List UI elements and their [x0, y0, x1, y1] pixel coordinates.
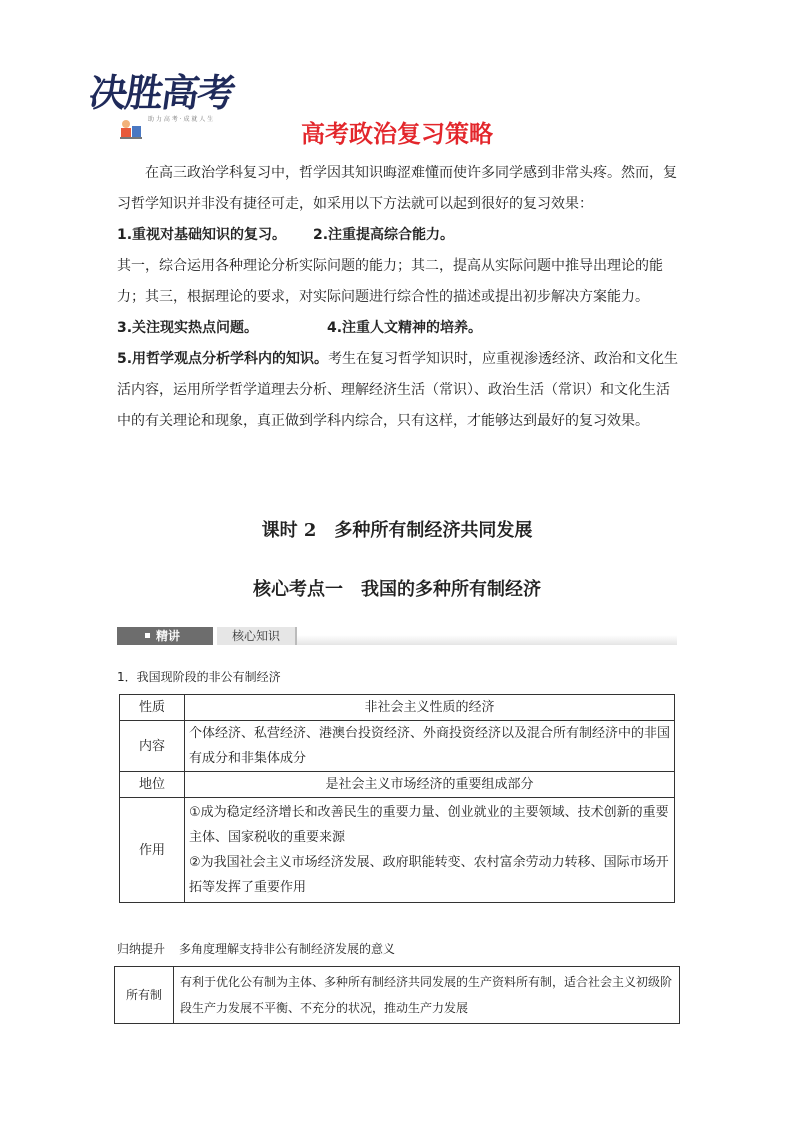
- tip-4: 4.注重人文精神的培养。: [326, 320, 483, 336]
- intro-paragraph: 在高三政治学科复习中，哲学因其知识晦涩难懂而使许多同学感到非常头疼。然而，复习哲学知识并非没有捷径可走，如采用以下方法就可以起到很好的复习效果：: [117, 165, 677, 212]
- table-row: [120, 695, 675, 721]
- tip-5-body: 考生在复习哲学知识时，应重视渗透经济、政治和文化生活内容，运用所学哲学道理去分析、理解经济生活（常识）、政治生活（常识）和文化生活中的有关理论和现象，真正做到学科内综合，只有这样，才能够达到最好的复习效果。: [117, 351, 679, 429]
- square-bullet-icon: [145, 633, 150, 638]
- row-header: 内容: [120, 721, 185, 772]
- brand-logo: 决胜高考: [86, 71, 237, 115]
- row-header: 性质: [120, 695, 185, 721]
- intro-section: [117, 158, 679, 437]
- core-point-title: 核心考点一 我国的多种所有制经济: [253, 579, 541, 600]
- table-row: [120, 798, 675, 903]
- row-header: 地位: [120, 772, 185, 798]
- table-row: [115, 967, 680, 1024]
- lesson-title: 课时 2 多种所有制经济共同发展: [261, 520, 533, 541]
- summary-label: 归纳提升: [117, 942, 166, 956]
- row-cell: [185, 798, 675, 903]
- tip-1: 1.重视对基础知识的复习。: [117, 227, 287, 243]
- tip-3: 3.关注现实热点问题。: [117, 320, 259, 336]
- section-bar-divider: [297, 635, 677, 645]
- non-public-economy-table: [119, 694, 675, 903]
- ability-paragraph: 其一，综合运用各种理论分析实际问题的能力；其二，提高从实际问题中推导出理论的能力；其三，根据理论的要求，对实际问题进行综合性的描述或提出初步解决方案能力。: [117, 258, 663, 305]
- row-cell: 有利于优化公有制为主体、多种所有制经济共同发展的生产资料所有制，适合社会主义初级阶段生产力发展不平衡、不充分的状况，推动生产力发展: [174, 967, 680, 1024]
- row-header: 所有制: [115, 967, 174, 1024]
- section-bar-dark: [117, 627, 213, 645]
- page-title: 高考政治复习策略: [301, 120, 493, 148]
- section-bar-dark-label: 精讲: [156, 629, 181, 643]
- tip-5-heading: 5.用哲学观点分析学科内的知识。: [117, 351, 329, 367]
- tips-row-1: [117, 220, 679, 251]
- table-row: [120, 772, 675, 798]
- tips-row-2: [117, 313, 679, 344]
- table-row: [120, 721, 675, 772]
- section-bar-light-label: 核心知识: [217, 627, 297, 645]
- summary-heading: [117, 940, 395, 957]
- role-item-1: ①成为稳定经济增长和改善民生的重要力量、创业就业的主要领域、技术创新的重要主体、国家税收的重要来源: [189, 805, 669, 845]
- brand-tagline: 助 力 高 考 · 成 就 人 生: [148, 116, 214, 123]
- section-bar: [117, 627, 677, 645]
- tip-2: 2.注重提高综合能力。: [312, 227, 455, 243]
- tip-5-paragraph: [117, 344, 679, 437]
- summary-title: 多角度理解支持非公有制经济发展的意义: [179, 942, 396, 956]
- row-cell: 个体经济、私营经济、港澳台投资经济、外商投资经济以及混合所有制经济中的非国有成分和非集体成分: [185, 721, 675, 772]
- significance-table: [114, 966, 680, 1024]
- section-1-heading: 1．我国现阶段的非公有制经济: [117, 670, 281, 684]
- role-item-2: ②为我国社会主义市场经济发展、政府职能转变、农村富余劳动力转移、国际市场开拓等发挥了重要作用: [189, 855, 669, 895]
- row-cell: 非社会主义性质的经济: [185, 695, 675, 721]
- row-header: 作用: [120, 798, 185, 903]
- row-cell: 是社会主义市场经济的重要组成部分: [185, 772, 675, 798]
